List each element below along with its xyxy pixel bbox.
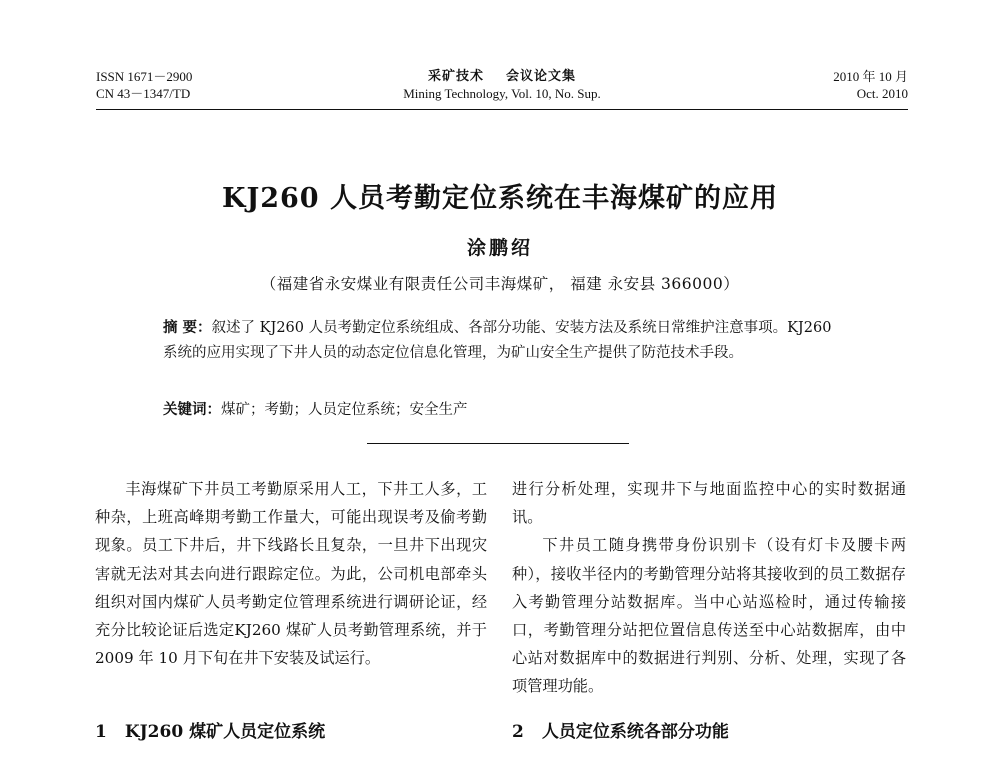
header-center	[96, 68, 908, 102]
issn: ISSN 1671－2900	[96, 69, 193, 84]
date-en: Oct. 2010	[856, 86, 908, 101]
section-1-title: KJ260 煤矿人员定位系统	[124, 722, 326, 742]
left-paragraph: 丰海煤矿下井员工考勤原采用人工，下井工人多，工种杂，上班高峰期考勤工作量大，可能出现误考及偷考勤现象。员工下井后，井下线路长且复杂，一旦井下出现灾害就无法对其去向进行跟踪定位。为此，公司机电部牵头组织对国内煤矿人员考勤定位管理系统进行调研论证，经充分比较论证后选定KJ260 煤矿人员考勤管理系统，并于 2009 年 10 月下旬在井下安装及试运行。	[95, 480, 487, 668]
left-column	[95, 475, 487, 672]
journal-name-cn	[96, 68, 908, 85]
section-heading-2	[512, 717, 729, 742]
keywords	[163, 399, 843, 421]
abstract	[163, 315, 843, 366]
section-heading-1	[95, 717, 325, 742]
section-2-title: 人员定位系统各部分功能	[541, 722, 729, 742]
section-2-number: 2	[512, 722, 524, 742]
divider-rule	[367, 443, 629, 444]
right-paragraph-1: 进行分析处理，实现井下与地面监控中心的实时数据通讯。	[512, 480, 906, 527]
date-cn: 2010 年 10 月	[833, 69, 908, 84]
keywords-text: 煤矿；考勤；人员定位系统；安全生产	[221, 402, 468, 418]
running-header	[96, 68, 908, 108]
journal-name-cn-2: 会议论文集	[506, 69, 577, 84]
cn-number: CN 43－1347/TD	[96, 86, 191, 101]
header-right	[833, 68, 908, 102]
abstract-label: 摘 要：	[163, 319, 212, 336]
article-title: KJ260 人员考勤定位系统在丰海煤矿的应用	[221, 183, 778, 214]
keywords-label: 关键词：	[163, 401, 221, 418]
author: 涂鹏绍	[466, 237, 533, 259]
header-rule	[96, 109, 908, 110]
right-column	[512, 475, 906, 701]
abstract-text: 叙述了 KJ260 人员考勤定位系统组成、各部分功能、安装方法及系统日常维护注意事项。KJ260 系统的应用实现了下井人员的动态定位信息化管理，为矿山安全生产提供了防范技术手段。	[163, 320, 832, 361]
journal-name-en: Mining Technology, Vol. 10, No. Sup.	[403, 86, 601, 101]
section-1-number: 1	[95, 722, 107, 742]
journal-name-cn-1: 采矿技术	[427, 69, 484, 84]
right-paragraph-2: 下井员工随身携带身份识别卡（设有灯卡及腰卡两种），接收半径内的考勤管理分站将其接收到的员工数据存入考勤管理分站数据库。当中心站巡检时，通过传输接口，考勤管理分站把位置信息传送至中心站数据库，由中心站对数据库中的数据进行判别、分析、处理，实现了各项管理功能。	[512, 536, 906, 696]
affiliation: （福建省永安煤业有限责任公司丰海煤矿， 福建 永安县 366000）	[260, 275, 740, 293]
